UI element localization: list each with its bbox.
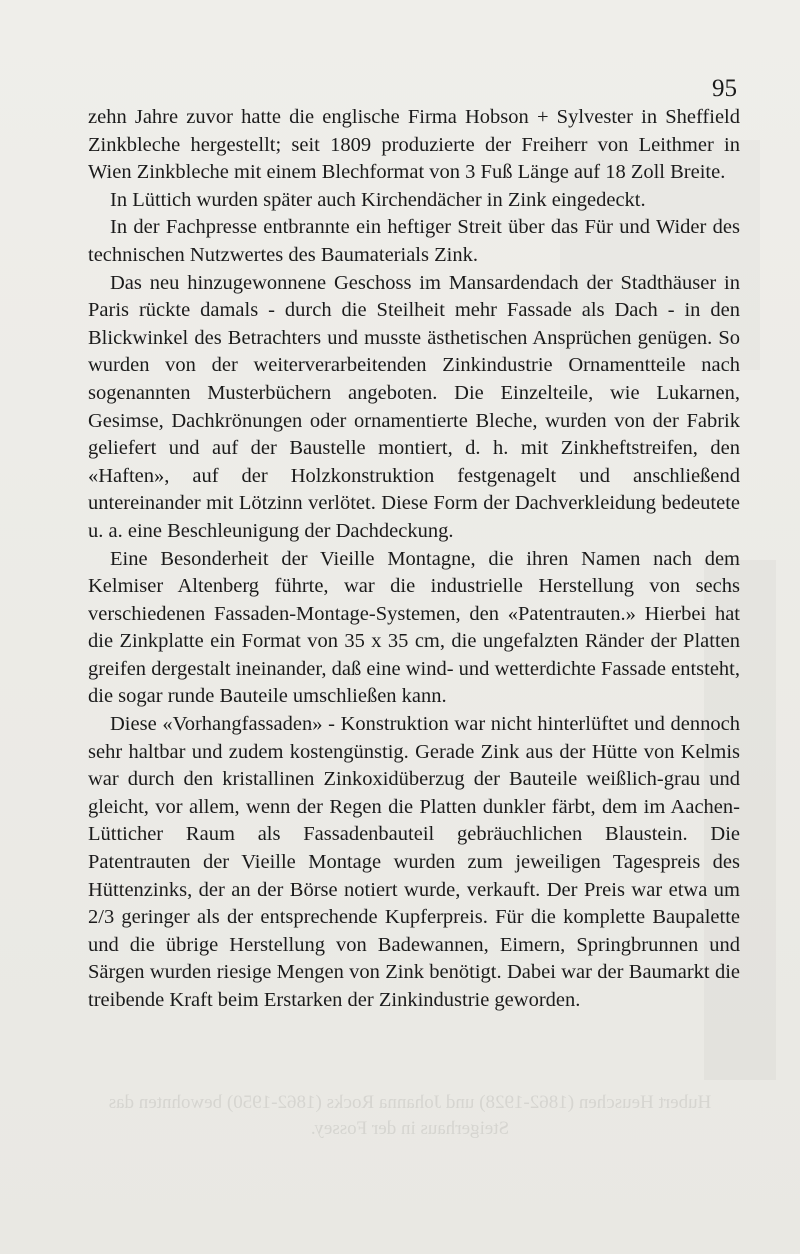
paragraph-6: Diese «Vorhangfassaden» - Konstruktion war nicht hinterlüftet und dennoch sehr haltbar und zudem kostengünstig. Gerade Zink aus der Hütte von Kelmis war durch den kristallinen Zinkoxidüberzug der Bauteile weißlich-grau und gleicht, vor allem, wenn der Regen die Platten dunkler färbt, dem im Aachen-Lütticher Raum als Fassadenbauteil gebräuchlichen Blaustein. Die Patentrauten der Vieille Montage wurden zum jeweiligen Tagespreis des Hüttenzinks, der an der Börse notiert wurde, verkauft. Der Preis war etwa um 2/3 geringer als der entsprechende Kupferpreis. Für die komplette Baupalette und die übrige Herstellung von Badewannen, Eimern, Springbrunnen und Särgen wurden riesige Mengen von Zink benötigt. Dabei war der Baumarkt die treibende Kraft beim Erstarken der Zinkindustrie geworden. bbox=[88, 713, 740, 1011]
show-through-caption-line-1: Hubert Heuschen (1862-1928) und Johanna Rocks (1862-1950) bewohnten das bbox=[108, 1092, 712, 1113]
paragraph-5: Eine Besonderheit der Vieille Montagne, die ihren Namen nach dem Kelmiser Altenberg führte, war die industrielle Herstellung von sechs verschiedenen Fassaden-Montage-Systemen, den «Patentrauten.» Hierbei hat die Zinkplatte ein Format von 35 x 35 cm, die ungefalzten Ränder der Platten greifen dergestalt ineinander, daß eine wind- und wetterdichte Fassade entsteht, die sogar runde Bauteile umschließen kann. bbox=[88, 547, 740, 708]
body-text bbox=[88, 104, 740, 1015]
show-through-caption bbox=[60, 1090, 760, 1142]
show-through-caption-line-2: Steigerhaus in der Fossey. bbox=[310, 1118, 510, 1139]
paragraph-2: In Lüttich wurden später auch Kirchendächer in Zink eingedeckt. bbox=[110, 188, 646, 211]
paragraph-4: Das neu hinzugewonnene Geschoss im Mansardendach der Stadthäuser in Paris rückte damals - durch die Steilheit mehr Fassade als Dach - in den Blickwinkel des Betrachters und musste ästhetischen Ansprüchen genügen. So wurden von der weiterverarbeitenden Zinkindustrie Ornamentteile nach sogenannten Musterbüchern angeboten. Die Einzelteile, wie Lukarnen, Gesimse, Dachkrönungen oder ornamentierte Bleche, wurden von der Fabrik geliefert und auf der Baustelle montiert, d. h. mit Zinkheftstreifen, den «Haften», auf der Holzkonstruktion festgenagelt und anschließend untereinander mit Lötzinn verlötet. Diese Form der Dachverkleidung bedeutete u. a. eine Beschleunigung der Dachdeckung. bbox=[88, 271, 740, 542]
paragraph-3: In der Fachpresse entbrannte ein heftiger Streit über das Für und Wider des technischen Nutzwertes des Baumaterials Zink. bbox=[88, 216, 740, 266]
paragraph-1: zehn Jahre zuvor hatte die englische Firma Hobson + Sylvester in Sheffield Zinkbleche hergestellt; seit 1809 produzierte der Freiherr von Leithmer in Wien Zinkbleche mit einem Blechformat von 3 Fuß Länge auf 18 Zoll Breite. bbox=[88, 106, 740, 184]
page-number: 95 bbox=[712, 75, 737, 102]
